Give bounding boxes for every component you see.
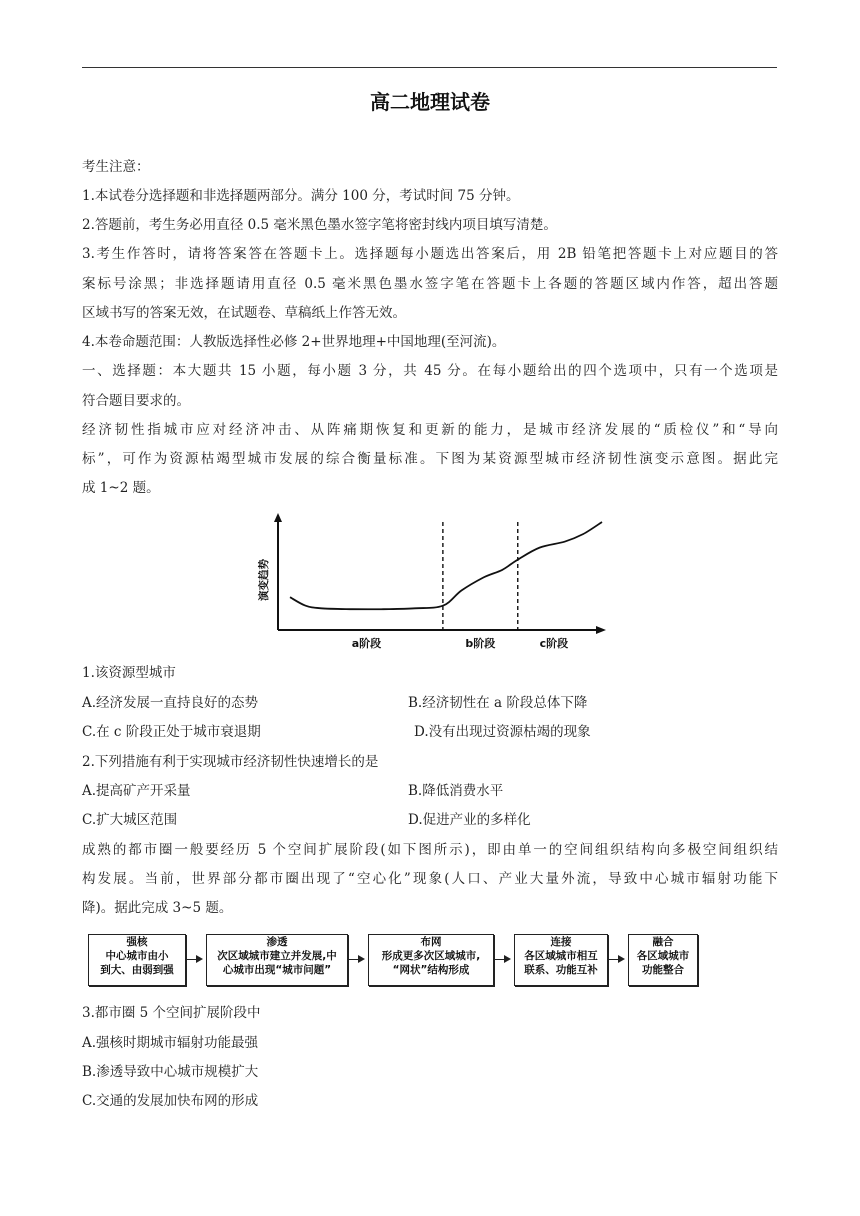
flow-box-penetration xyxy=(206,934,348,986)
q2-option-a[interactable]: A.提高矿产开采量 xyxy=(82,783,191,799)
flow-arrow xyxy=(186,959,201,960)
flow-box-title: 强核 xyxy=(126,936,148,948)
q2-option-d[interactable]: D.促进产业的多样化 xyxy=(408,812,531,828)
y-axis-arrow xyxy=(274,513,282,522)
q2-option-b[interactable]: B.降低消费水平 xyxy=(408,783,504,799)
passage-line: 标”，可作为资源枯竭型城市发展的综合衡量标准。下图为某资源型城市经济韧性演变示意图。据此完 xyxy=(82,451,778,467)
q1-option-d[interactable]: D.没有出现过资源枯竭的现象 xyxy=(414,724,591,740)
flow-arrow xyxy=(608,959,623,960)
stage-labels xyxy=(352,636,568,650)
flow-box-text: 各区域城市 xyxy=(636,950,690,962)
flow-box-title: 融合 xyxy=(652,936,674,948)
question-stem: 1.该资源型城市 xyxy=(82,665,176,681)
header-rule xyxy=(82,67,777,68)
stage-dividers xyxy=(443,522,518,630)
flow-box-fusion xyxy=(628,934,698,986)
passage-line: 成熟的都市圈一般要经历 5 个空间扩展阶段(如下图所示)，即由单一的空间组织结构向多极空间组织结 xyxy=(82,842,778,858)
flow-box-text: 次区域城市建立并发展,中 xyxy=(217,950,337,962)
notice-item: 区域书写的答案无效，在试题卷、草稿纸上作答无效。 xyxy=(82,305,406,321)
passage-line: 构发展。当前，世界部分都市圈出现了“空心化”现象(人口、产业大量外流，导致中心城市辐射功能下 xyxy=(82,871,778,887)
flow-box-text: 各区域城市相互 xyxy=(524,950,598,962)
q3-option-c[interactable]: C.交通的发展加快布网的形成 xyxy=(82,1093,259,1109)
q3-option-a[interactable]: A.强核时期城市辐射功能最强 xyxy=(82,1035,259,1051)
section-heading: 符合题目要求的。 xyxy=(82,393,190,409)
flow-box-strong-core xyxy=(88,934,186,986)
notice-item: 1.本试卷分选择题和非选择题两部分。满分 100 分，考试时间 75 分钟。 xyxy=(82,188,520,204)
q1-option-b[interactable]: B.经济韧性在 a 阶段总体下降 xyxy=(408,695,588,711)
flow-box-text: “网状”结构形成 xyxy=(392,964,470,976)
notice-item: 4.本卷命题范围：人教版选择性必修 2+世界地理+中国地理(至河流)。 xyxy=(82,334,506,350)
stage-label: a阶段 xyxy=(351,637,382,650)
section-heading: 一、选择题：本大题共 15 小题，每小题 3 分，共 45 分。在每小题给出的四个选项中，只有一个选项是 xyxy=(82,363,778,379)
passage-line: 成 1~2 题。 xyxy=(82,480,160,496)
flow-box-text: 形成更多次区域城市, xyxy=(381,950,481,962)
flow-arrow xyxy=(348,959,363,960)
flow-box-title: 连接 xyxy=(550,936,572,948)
flow-arrow xyxy=(494,959,509,960)
chart-axes xyxy=(274,513,606,634)
stage-label: b阶段 xyxy=(465,637,496,650)
flow-box-text: 到大、由弱到强 xyxy=(100,964,174,976)
y-axis-label: 演变趋势 xyxy=(258,559,270,601)
notice-heading: 考生注意： xyxy=(82,159,150,175)
notice-item: 案标号涂黑；非选择题请用直径 0.5 毫米黑色墨水签字笔在答题卡上各题的答题区域内作答，超出答题 xyxy=(82,276,778,292)
question-stem: 3.都市圈 5 个空间扩展阶段中 xyxy=(82,1005,261,1021)
flow-box-text: 功能整合 xyxy=(642,964,684,976)
notice-item: 3.考生作答时，请将答案答在答题卡上。选择题每小题选出答案后，用 2B 铅笔把答题卡上对应题目的答 xyxy=(82,246,778,262)
flow-box-title: 布网 xyxy=(420,936,442,948)
flow-box-text: 心城市出现“城市问题” xyxy=(222,964,332,976)
passage-line: 经济韧性指城市应对经济冲击、从阵痛期恢复和更新的能力，是城市经济发展的“质检仪”和“导向 xyxy=(82,422,778,438)
flow-box-text: 联系、功能互补 xyxy=(524,964,598,976)
q1-option-a[interactable]: A.经济发展一直持良好的态势 xyxy=(82,695,259,711)
q1-option-c[interactable]: C.在 c 阶段正处于城市衰退期 xyxy=(82,724,261,740)
notice-item: 2.答题前，考生务必用直径 0.5 毫米黑色墨水签字笔将密封线内项目填写清楚。 xyxy=(82,217,557,233)
flow-box-text: 中心城市由小 xyxy=(105,950,169,962)
passage-line: 降)。据此完成 3~5 题。 xyxy=(82,900,233,916)
expansion-flow-diagram xyxy=(82,930,702,992)
question-stem: 2.下列措施有利于实现城市经济韧性快速增长的是 xyxy=(82,754,379,770)
flow-box-title: 渗透 xyxy=(266,936,288,948)
resilience-chart xyxy=(250,512,610,657)
flow-box-connection xyxy=(514,934,608,986)
q3-option-b[interactable]: B.渗透导致中心城市规模扩大 xyxy=(82,1064,259,1080)
q2-option-c[interactable]: C.扩大城区范围 xyxy=(82,812,178,828)
flow-box-network xyxy=(368,934,494,986)
page-title: 高二地理试卷 xyxy=(370,90,490,114)
x-axis-arrow xyxy=(596,626,606,634)
series-line xyxy=(290,522,602,609)
stage-label: c阶段 xyxy=(539,637,569,650)
